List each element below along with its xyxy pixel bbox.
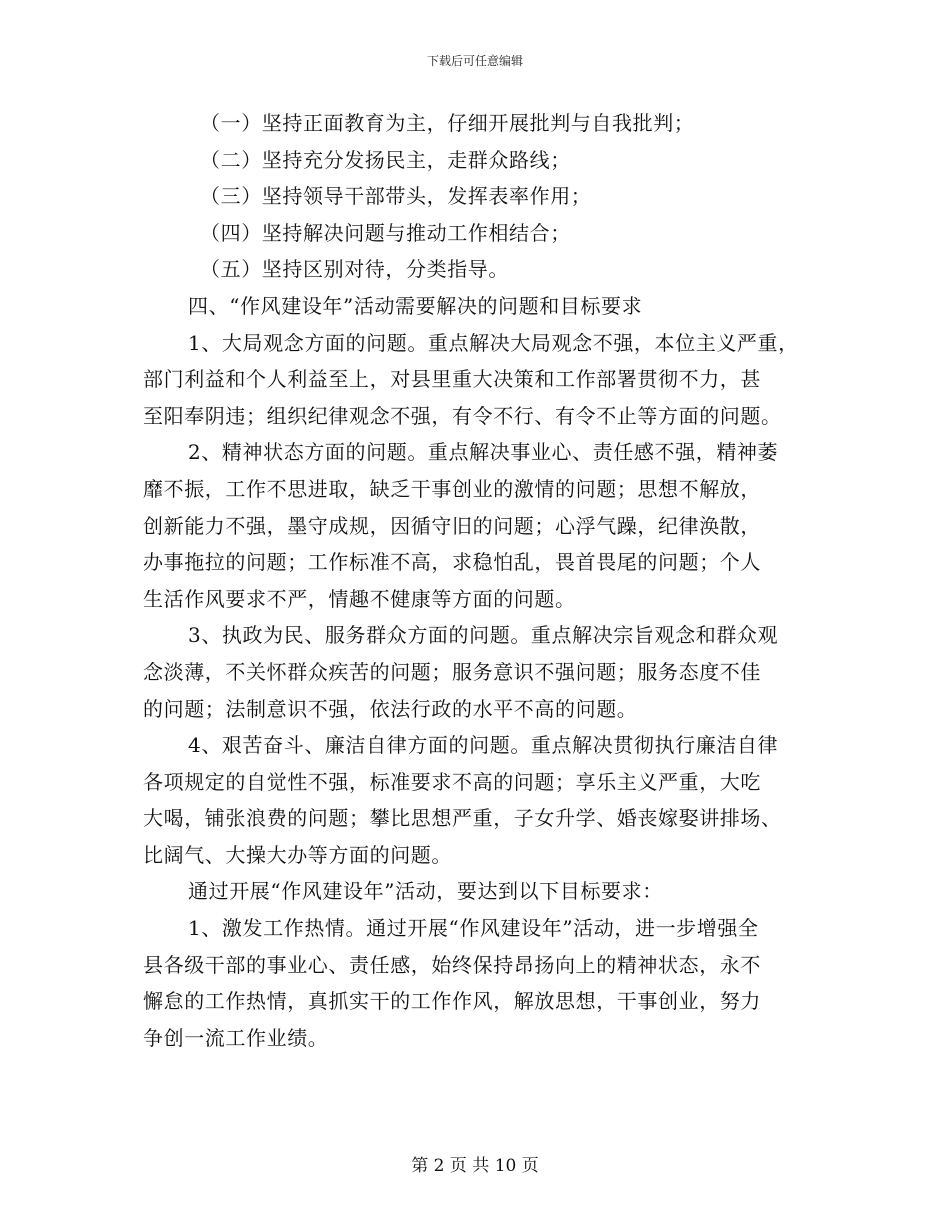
page-header: 下载后可任意编辑	[426, 54, 523, 68]
principle-line-1: （一）坚持正面教育为主，仔细开展批判与自我批判；	[200, 111, 695, 135]
paragraph-line: 争创一流工作业绩。	[143, 1025, 329, 1050]
paragraph-line: 念淡薄，不关怀群众疾苦的问题；服务意识不强问题；服务态度不佳	[143, 659, 761, 684]
paragraph-line: 2、精神状态方面的问题。重点解决事业心、责任感不强，精神萎	[188, 440, 779, 465]
paragraph-line: 3、执政为民、服务群众方面的问题。重点解决宗旨观念和群众观	[188, 623, 779, 648]
paragraph-line: 大喝，铺张浪费的问题；攀比思想严重，子女升学、婚丧嫁娶讲排场、	[143, 806, 782, 831]
principle-line-3: （三）坚持领导干部带头，发挥表率作用；	[200, 184, 592, 209]
paragraph-line: 县各级干部的事业心、责任感，始终保持昂扬向上的精神状态，永不	[143, 952, 761, 977]
paragraph-line: 懈怠的工作热情，真抓实干的工作作风，解放思想，干事创业，努力	[143, 989, 761, 1014]
paragraph-line: 比阔气、大操大办等方面的问题。	[143, 842, 452, 867]
paragraph-line: 4、艰苦奋斗、廉洁自律方面的问题。重点解决贯彻执行廉洁自律	[188, 733, 779, 758]
principle-line-2: （二）坚持充分发扬民主，走群众路线；	[200, 147, 571, 172]
paragraph-line: 创新能力不强，墨守成规，因循守旧的问题；心浮气躁，纪律涣散，	[143, 513, 761, 538]
paragraph-line: 部门利益和个人利益至上，对县里重大决策和工作部署贯彻不力，甚	[143, 367, 761, 392]
paragraph-line: 1、大局观念方面的问题。重点解决大局观念不强，本位主义严重，	[188, 330, 799, 355]
paragraph-line: 1、激发工作热情。通过开展“作风建设年”活动，进一步增强全	[188, 916, 759, 941]
page-number: 第 2 页 共 10 页	[411, 1156, 539, 1176]
paragraph-line: 各项规定的自觉性不强，标准要求不高的问题；享乐主义严重，大吃	[143, 769, 761, 794]
paragraph-line: 靡不振，工作不思进取，缺乏干事创业的激情的问题；思想不解放，	[143, 476, 761, 501]
section-heading: 四、“作风建设年”活动需要解决的问题和目标要求	[188, 293, 643, 318]
paragraph-line: 的问题；法制意识不强，依法行政的水平不高的问题。	[143, 696, 638, 721]
paragraph-line: 至阳奉阴违；组织纪律观念不强，有令不行、有令不止等方面的问题。	[143, 403, 782, 428]
paragraph-line: 生活作风要求不严，情趣不健康等方面的问题。	[143, 586, 576, 611]
paragraph-line: 通过开展“作风建设年”活动，要达到以下目标要求：	[188, 879, 663, 904]
document-body	[143, 105, 815, 1056]
principle-line-5: （五）坚持区别对待，分类指导。	[200, 257, 509, 282]
principle-line-4: （四）坚持解决问题与推动工作相结合；	[200, 220, 571, 245]
paragraph-line: 办事拖拉的问题；工作标准不高，求稳怕乱，畏首畏尾的问题；个人	[143, 550, 761, 575]
